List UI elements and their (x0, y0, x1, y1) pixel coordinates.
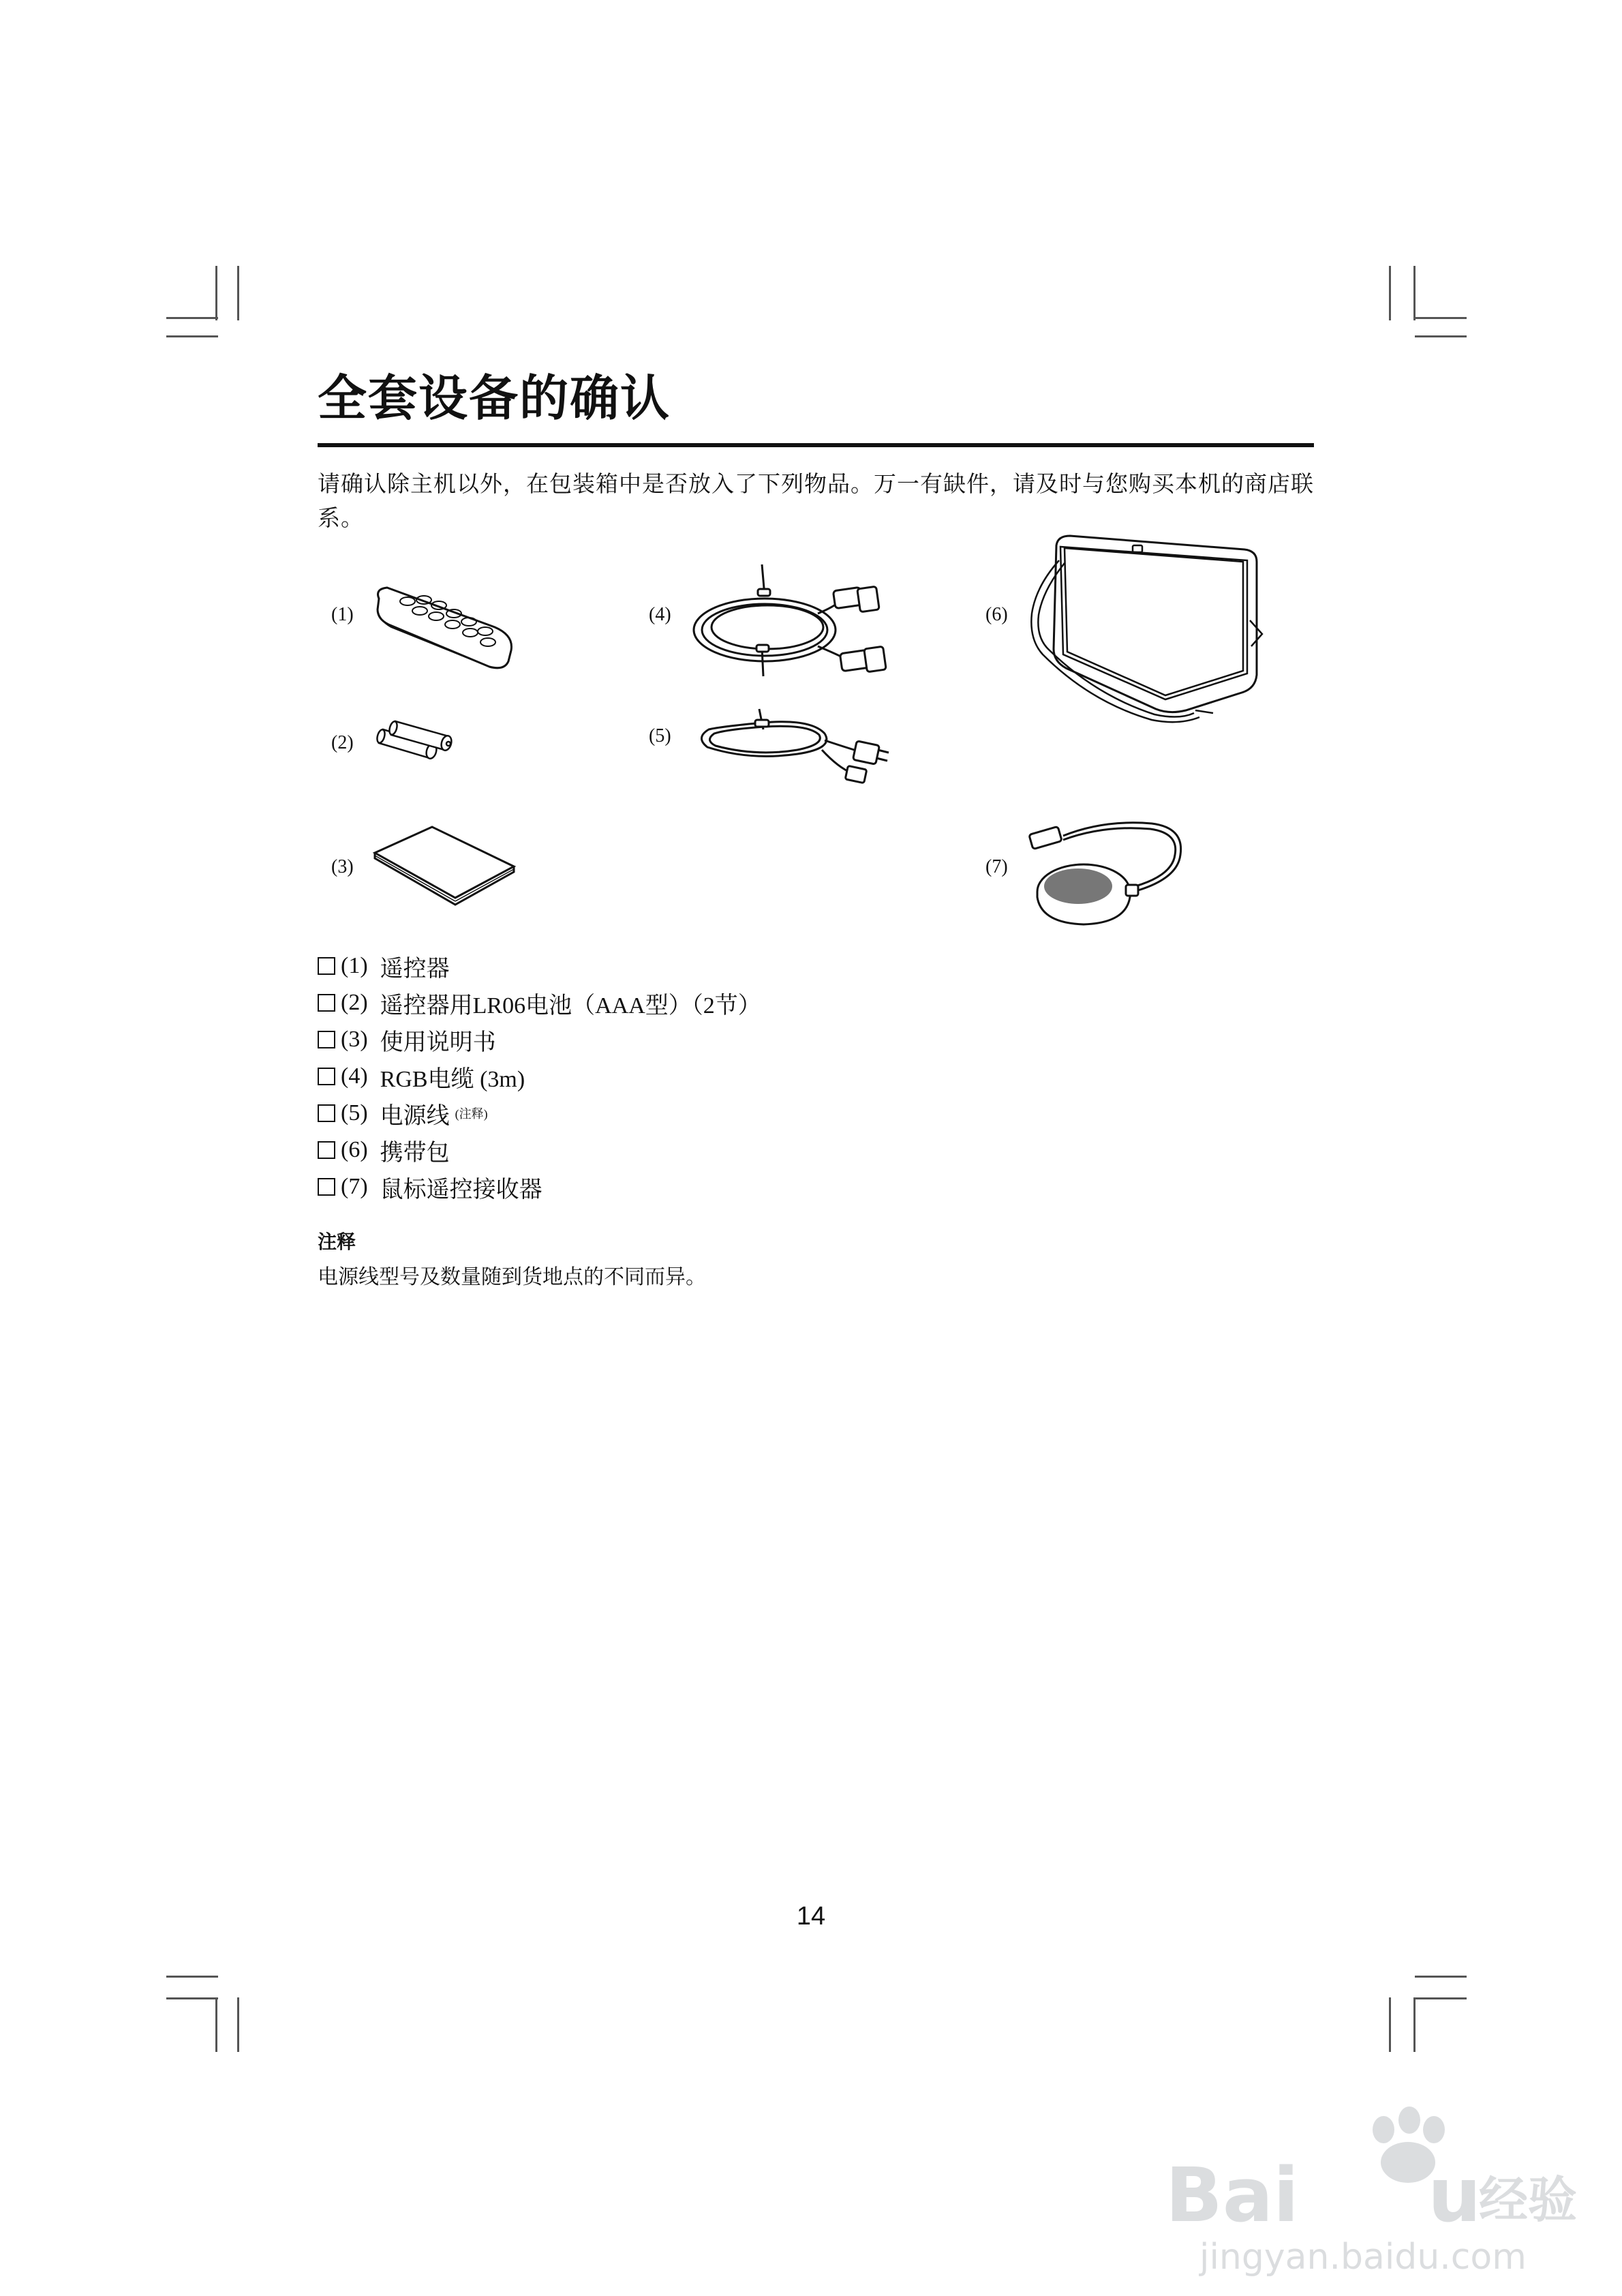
carrying-bag-icon (1015, 525, 1268, 729)
item-text: 携带包 (380, 1140, 450, 1166)
list-item (318, 1168, 761, 1205)
figure-label: (7) (985, 856, 1008, 877)
crop-mark (1415, 1976, 1467, 1978)
checkbox[interactable] (318, 1104, 335, 1122)
title-rule (318, 443, 1314, 447)
crop-mark (166, 1997, 218, 1999)
item-number: (3) (341, 1027, 368, 1052)
remote-control-icon (368, 579, 525, 675)
crop-mark (215, 266, 217, 320)
item-text: 鼠标遥控接收器 (380, 1177, 542, 1203)
svg-text:jingyan.baidu.com: jingyan.baidu.com (1199, 2237, 1527, 2278)
crop-mark (166, 317, 218, 319)
page-title: 全套设备的确认 (318, 369, 671, 427)
manual-booklet-icon (368, 821, 525, 910)
crop-mark (1413, 266, 1416, 320)
note-heading: 注释 (318, 1230, 356, 1253)
rgb-cable-icon (688, 559, 893, 689)
crop-mark (215, 1997, 217, 2052)
crop-mark (237, 266, 239, 320)
crop-mark (166, 335, 218, 337)
checkbox[interactable] (318, 994, 335, 1012)
batteries-icon (375, 716, 463, 770)
list-item (318, 948, 761, 984)
page-number: 14 (796, 1902, 826, 1931)
svg-text:经验: 经验 (1479, 2171, 1578, 2229)
figure-label: (4) (649, 604, 671, 625)
checkbox[interactable] (318, 1141, 335, 1159)
figure-label: (6) (985, 604, 1008, 625)
item-number: (2) (341, 990, 368, 1015)
crop-mark (166, 1976, 218, 1978)
baidu-jingyan-watermark (1159, 2100, 1595, 2284)
list-item (318, 1058, 761, 1095)
item-number: (5) (341, 1100, 368, 1126)
item-text: 电源线 (380, 1103, 450, 1129)
list-item (318, 1095, 761, 1132)
list-item (318, 984, 761, 1021)
checkbox[interactable] (318, 1031, 335, 1048)
figure-label: (5) (649, 725, 671, 746)
crop-mark (1415, 1997, 1467, 1999)
figure-label: (3) (331, 856, 354, 877)
item-number: (1) (341, 953, 368, 978)
item-text: 遥控器 (380, 956, 450, 982)
power-cord-icon (688, 702, 893, 791)
crop-mark (237, 1997, 239, 2052)
item-text: 遥控器用LR06电池（AAA型）（2节） (380, 993, 761, 1018)
svg-text:Bai: Bai (1165, 2151, 1299, 2239)
svg-text:u: u (1428, 2151, 1482, 2239)
note-reference: (注释) (455, 1107, 488, 1121)
item-number: (7) (341, 1174, 368, 1199)
mouse-receiver-icon (1022, 811, 1193, 934)
crop-mark (1415, 335, 1467, 337)
list-item (318, 1021, 761, 1058)
figure-label: (1) (331, 604, 354, 625)
checklist (318, 948, 761, 1205)
item-text: 使用说明书 (380, 1029, 496, 1055)
item-number: (6) (341, 1137, 368, 1162)
intro-paragraph: 请确认除主机以外，在包装箱中是否放入了下列物品。万一有缺件，请及时与您购买本机的商店联系。 (318, 472, 1314, 531)
checkbox[interactable] (318, 957, 335, 975)
item-text: RGB电缆 (3m) (380, 1066, 525, 1092)
list-item (318, 1132, 761, 1168)
crop-mark (1415, 317, 1467, 319)
checkbox[interactable] (318, 1068, 335, 1085)
crop-mark (1389, 266, 1391, 320)
checkbox[interactable] (318, 1178, 335, 1196)
note-body: 电源线型号及数量随到货地点的不同而异。 (318, 1266, 706, 1288)
figure-label: (2) (331, 732, 354, 753)
crop-mark (1413, 1997, 1416, 2052)
item-number: (4) (341, 1063, 368, 1089)
crop-mark (1389, 1997, 1391, 2052)
